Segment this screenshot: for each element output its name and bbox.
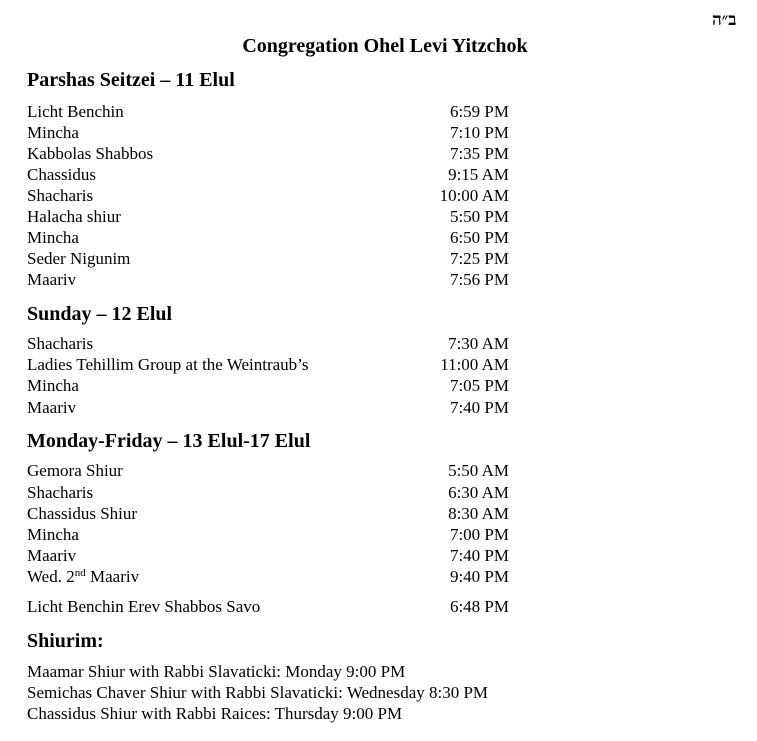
event-label: Ladies Tehillim Group at the Weintraub’s: [27, 355, 309, 374]
section-heading-weekday: Monday-Friday – 13 Elul-17 Elul: [27, 430, 311, 452]
event-time: 7:30 AM: [448, 334, 509, 353]
schedule-row: [27, 483, 509, 504]
event-time: 7:00 PM: [449, 525, 509, 544]
event-time: 5:50 PM: [449, 207, 509, 226]
event-label: Shacharis: [27, 186, 94, 205]
shiur-line: Chassidus Shiur with Rabbi Raices: Thursday 9:00 PM: [27, 704, 403, 723]
event-label: Shacharis: [27, 483, 94, 502]
event-label: Gemora Shiur: [27, 461, 123, 480]
ordinal-suffix: nd: [74, 567, 86, 579]
schedule-row: [27, 567, 509, 588]
event-time: 5:50 AM: [448, 461, 509, 480]
schedule-row: [27, 597, 509, 618]
schedule-row: [27, 228, 509, 249]
event-label: Shacharis: [27, 334, 94, 353]
schedule-row: [27, 249, 509, 270]
event-time: 10:00 AM: [439, 186, 509, 205]
event-time: 7:56 PM: [449, 270, 509, 289]
event-label: Seder Nigunim: [27, 249, 131, 268]
event-time: 6:48 PM: [449, 597, 509, 616]
schedule-row: [27, 186, 509, 207]
event-label: Halacha shiur: [27, 207, 121, 226]
event-time: 7:25 PM: [449, 249, 509, 268]
event-time: 7:10 PM: [449, 123, 509, 142]
event-time: 7:40 PM: [449, 546, 509, 565]
schedule-row: [27, 207, 509, 228]
schedule-row: [27, 546, 509, 567]
section-heading-shiurim: Shiurim:: [27, 630, 104, 652]
event-time: 6:59 PM: [449, 102, 509, 121]
event-label: Licht Benchin Erev Shabbos Savo: [27, 597, 261, 616]
event-time: 7:05 PM: [449, 376, 509, 395]
schedule-row: [27, 376, 509, 397]
shiur-line: Maamar Shiur with Rabbi Slavaticki: Monday 9:00 PM: [27, 662, 406, 681]
event-label: [27, 567, 139, 587]
schedule-row: [27, 123, 509, 144]
event-label: Maariv: [27, 398, 77, 417]
schedule-row: [27, 334, 509, 355]
event-time: 9:15 AM: [448, 165, 509, 184]
shiur-line: Semichas Chaver Shiur with Rabbi Slavaticki: Wednesday 8:30 PM: [27, 683, 489, 702]
schedule-row: [27, 102, 509, 123]
section-heading-sunday: Sunday – 12 Elul: [27, 303, 173, 325]
page-title: Congregation Ohel Levi Yitzchok: [242, 35, 528, 57]
baruch-hashem-mark: ב״ה: [712, 10, 737, 29]
event-time: 6:30 AM: [448, 483, 509, 502]
event-label: Mincha: [27, 123, 79, 142]
schedule-row: [27, 144, 509, 165]
event-label: Maariv: [27, 270, 77, 289]
schedule-row: [27, 461, 509, 482]
schedule-row: [27, 355, 509, 376]
event-label: Maariv: [27, 546, 77, 565]
schedule-row: [27, 270, 509, 291]
event-label: Mincha: [27, 376, 79, 395]
event-label: Mincha: [27, 525, 79, 544]
event-label: Chassidus: [27, 165, 96, 184]
schedule-row: [27, 398, 509, 419]
event-label: Kabbolas Shabbos: [27, 144, 154, 163]
event-time: 6:50 PM: [449, 228, 509, 247]
event-time: 11:00 AM: [440, 355, 509, 374]
section-heading-shabbos: Parshas Seitzei – 11 Elul: [27, 69, 235, 91]
schedule-row: [27, 165, 509, 186]
event-label: Licht Benchin: [27, 102, 124, 121]
event-label: Mincha: [27, 228, 79, 247]
event-time: 9:40 PM: [449, 567, 509, 586]
event-time: 7:40 PM: [449, 398, 509, 417]
schedule-row: [27, 504, 509, 525]
label-suffix: Maariv: [85, 567, 140, 586]
event-time: 8:30 AM: [448, 504, 509, 523]
label-prefix: Wed. 2: [27, 567, 75, 586]
schedule-row: [27, 525, 509, 546]
event-time: 7:35 PM: [449, 144, 509, 163]
event-label: Chassidus Shiur: [27, 504, 138, 523]
